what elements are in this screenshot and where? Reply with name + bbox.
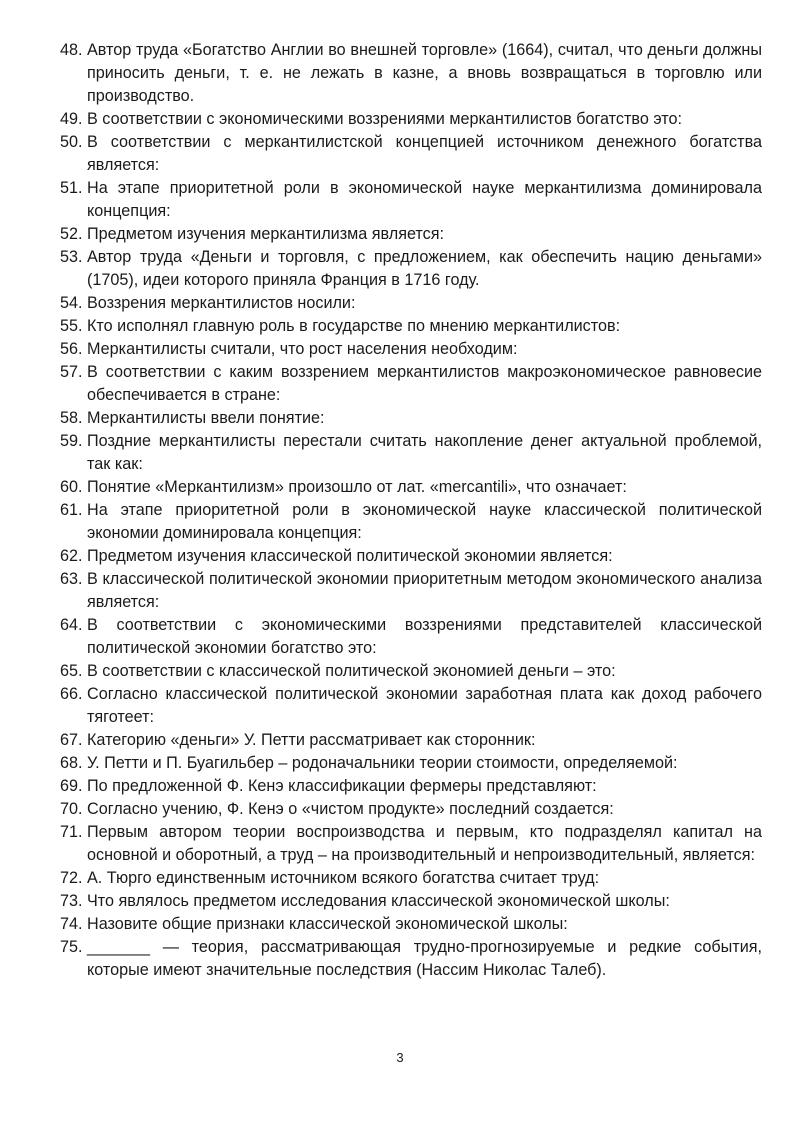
question-text: Назовите общие признаки классической экономической школы:	[87, 915, 568, 933]
question-item	[60, 821, 762, 867]
question-item	[60, 223, 762, 246]
question-number: 55.	[60, 317, 83, 335]
question-item	[60, 338, 762, 361]
question-text: Согласно учению, Ф. Кенэ о «чистом продукте» последний создается:	[87, 800, 614, 818]
question-number: 58.	[60, 409, 83, 427]
question-text: Предметом изучения меркантилизма является:	[87, 225, 445, 243]
question-number: 67.	[60, 731, 83, 749]
question-number: 66.	[60, 685, 83, 703]
question-item	[60, 246, 762, 292]
question-number: 69.	[60, 777, 83, 795]
question-text: Понятие «Меркантилизм» произошло от лат. «mercantili», что означает:	[87, 478, 627, 496]
question-item	[60, 292, 762, 315]
question-text: В классической политической экономии приоритетным методом экономического анализа является:	[87, 570, 762, 611]
question-text: Что являлось предметом исследования классической экономической школы:	[87, 892, 670, 910]
question-text: Согласно классической политической экономии заработная плата как доход рабочего тяготеет:	[87, 685, 762, 726]
question-number: 51.	[60, 179, 83, 197]
question-number: 48.	[60, 41, 83, 59]
question-number: 65.	[60, 662, 83, 680]
question-item	[60, 177, 762, 223]
question-item	[60, 361, 762, 407]
question-text: _______ — теория, рассматривающая трудно-прогнозируемые и редкие события, которые имеют значительные последствия (Нассим Николас Талеб).	[87, 938, 762, 979]
question-number: 49.	[60, 110, 83, 128]
question-number: 64.	[60, 616, 83, 634]
question-item	[60, 614, 762, 660]
question-item	[60, 867, 762, 890]
question-number: 56.	[60, 340, 83, 358]
question-item	[60, 775, 762, 798]
question-item	[60, 890, 762, 913]
question-item	[60, 407, 762, 430]
question-text: В соответствии с классической политической экономией деньги – это:	[87, 662, 616, 680]
question-text: А. Тюрго единственным источником всякого богатства считает труд:	[87, 869, 600, 887]
question-text: В соответствии с каким воззрением меркантилистов макроэкономическое равновесие обеспечивается в стране:	[87, 363, 762, 404]
question-text: В соответствии с экономическими воззрениями представителей классической политической экономии богатство это:	[87, 616, 762, 657]
question-number: 54.	[60, 294, 83, 312]
question-item	[60, 752, 762, 775]
question-number: 62.	[60, 547, 83, 565]
question-number: 73.	[60, 892, 83, 910]
question-item	[60, 936, 762, 982]
question-number: 68.	[60, 754, 83, 772]
question-text: Предметом изучения классической политической экономии является:	[87, 547, 613, 565]
question-text: По предложенной Ф. Кенэ классификации фермеры представляют:	[87, 777, 597, 795]
question-text: Категорию «деньги» У. Петти рассматривает как сторонник:	[87, 731, 536, 749]
question-item	[60, 545, 762, 568]
question-text: Кто исполнял главную роль в государстве по мнению меркантилистов:	[87, 317, 621, 335]
question-number: 53.	[60, 248, 83, 266]
question-number: 57.	[60, 363, 83, 381]
question-list	[60, 39, 762, 982]
question-number: 59.	[60, 432, 83, 450]
question-number: 71.	[60, 823, 83, 841]
question-text: На этапе приоритетной роли в экономической науке меркантилизма доминировала концепция:	[87, 179, 762, 220]
question-text: Воззрения меркантилистов носили:	[87, 294, 356, 312]
question-text: У. Петти и П. Буагильбер – родоначальники теории стоимости, определяемой:	[87, 754, 678, 772]
question-item	[60, 729, 762, 752]
question-text: В соответствии с экономическими воззрениями меркантилистов богатство это:	[87, 110, 682, 128]
page-number: 3	[396, 1050, 404, 1065]
question-number: 61.	[60, 501, 83, 519]
question-text: В соответствии с меркантилистской концепцией источником денежного богатства является:	[87, 133, 762, 174]
question-text: Автор труда «Деньги и торговля, с предложением, как обеспечить нацию деньгами» (1705), идеи которого приняла Франция в 1716 году.	[87, 248, 762, 289]
question-text: Автор труда «Богатство Англии во внешней торговле» (1664), считал, что деньги должны приносить деньги, т. е. не лежать в казне, а вновь возвращаться в торговлю или производство.	[87, 41, 762, 105]
question-number: 74.	[60, 915, 83, 933]
question-text: На этапе приоритетной роли в экономической науке классической политической экономии доминировала концепция:	[87, 501, 762, 542]
question-item	[60, 39, 762, 108]
question-text: Меркантилисты считали, что рост населения необходим:	[87, 340, 518, 358]
question-number: 72.	[60, 869, 83, 887]
question-item	[60, 568, 762, 614]
question-number: 50.	[60, 133, 83, 151]
question-item	[60, 131, 762, 177]
question-number: 70.	[60, 800, 83, 818]
question-number: 60.	[60, 478, 83, 496]
question-item	[60, 476, 762, 499]
question-text: Первым автором теории воспроизводства и первым, кто подразделял капитал на основной и оборотный, а труд – на производительный и непроизводительный, является:	[87, 823, 762, 864]
question-item	[60, 430, 762, 476]
question-item	[60, 499, 762, 545]
question-number: 52.	[60, 225, 83, 243]
question-item	[60, 683, 762, 729]
question-text: Поздние меркантилисты перестали считать накопление денег актуальной проблемой, так как:	[87, 432, 762, 473]
question-number: 75.	[60, 938, 83, 956]
question-item	[60, 315, 762, 338]
question-text: Меркантилисты ввели понятие:	[87, 409, 325, 427]
question-item	[60, 660, 762, 683]
question-item	[60, 913, 762, 936]
question-item	[60, 798, 762, 821]
question-number: 63.	[60, 570, 83, 588]
question-item	[60, 108, 762, 131]
